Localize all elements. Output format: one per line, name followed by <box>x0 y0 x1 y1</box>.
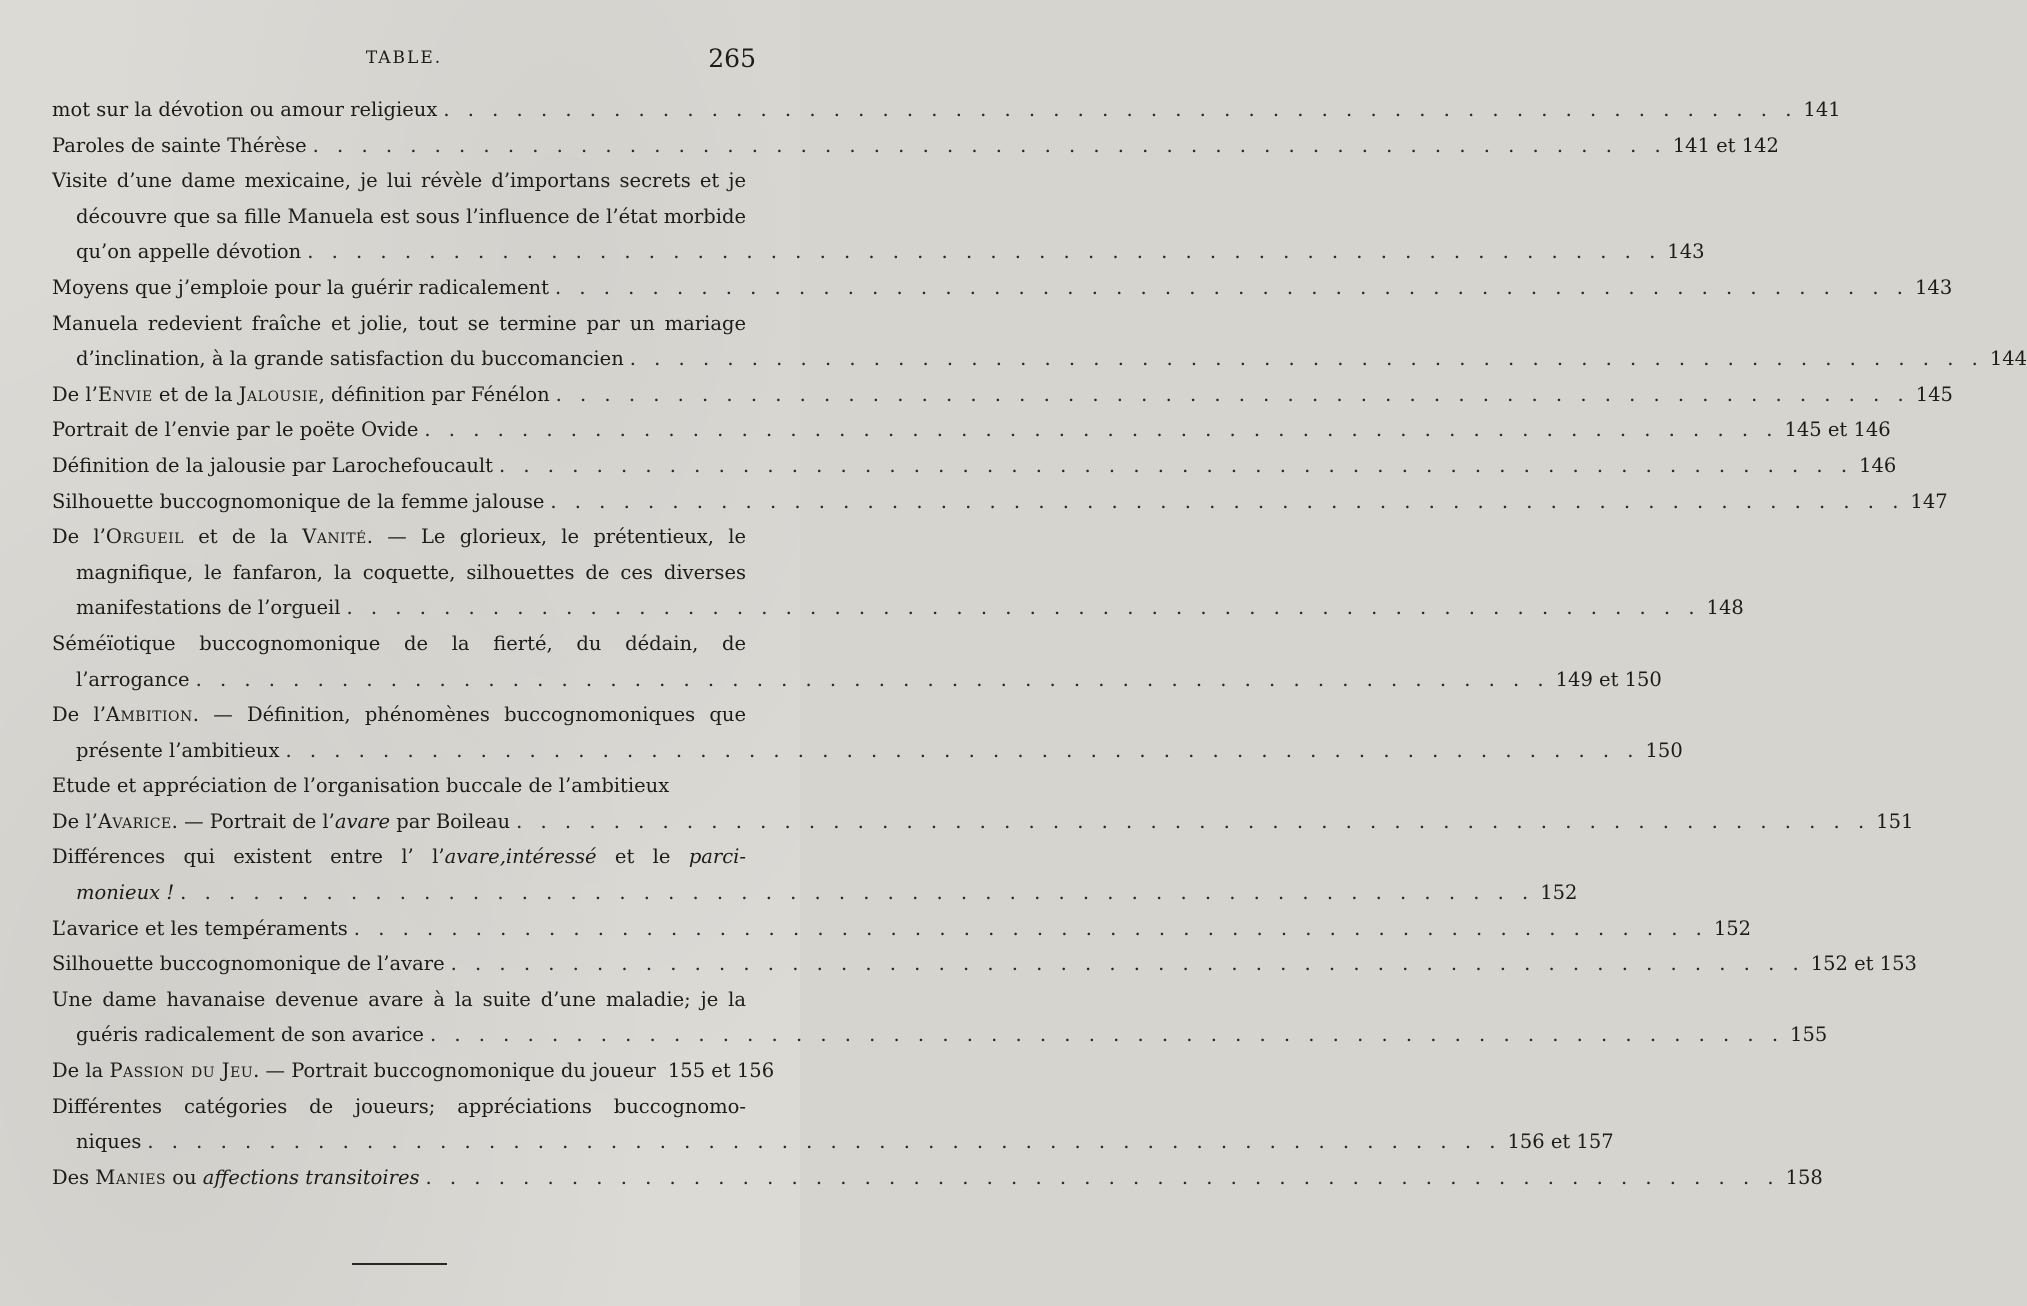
dot-leader <box>451 946 1805 982</box>
toc-line <box>52 448 1897 484</box>
toc-page-ref: 156 et 157 <box>1507 1130 1614 1154</box>
toc-text-run: Ambition <box>105 703 193 727</box>
toc-line <box>52 1160 1823 1196</box>
toc-text-run: Silhouette buccognomonique de la femme jalouse <box>52 489 545 513</box>
toc-text-run: Vanité <box>302 525 367 549</box>
toc-page-ref: 158 <box>1785 1165 1823 1189</box>
toc-text-run: Paroles de sainte Thérèse <box>52 133 307 157</box>
toc-page-ref: 155 <box>1790 1023 1828 1047</box>
toc-entry-text <box>76 662 190 698</box>
toc-page-ref: 143 <box>1667 240 1705 264</box>
dot-leader <box>516 804 1870 840</box>
toc-page-ref: 152 <box>1540 881 1578 905</box>
toc-line <box>52 234 1705 270</box>
toc-line <box>52 199 746 235</box>
toc-line <box>52 412 1891 448</box>
toc-line <box>52 697 746 733</box>
dot-leader <box>424 412 1778 448</box>
page-number: 265 <box>708 44 756 73</box>
toc-text-run: . — Portrait buccognomonique du joueur <box>253 1059 656 1083</box>
toc-line <box>52 911 1752 947</box>
toc-page-ref: 149 et 150 <box>1555 667 1662 691</box>
toc-line <box>52 982 746 1018</box>
toc-entry-text <box>52 1053 656 1089</box>
toc-text-run: avare, <box>444 845 506 869</box>
toc-text-run: magnifique, le fanfaron, la coquette, silhouettes de ces diverses <box>76 560 746 584</box>
toc-entry <box>52 519 1744 626</box>
toc-entry-text <box>52 946 445 982</box>
toc-entry-text <box>52 306 746 342</box>
toc-entry-text <box>52 839 746 875</box>
toc-page-ref: 143 <box>1915 275 1953 299</box>
dot-leader <box>550 484 1904 520</box>
toc-entry <box>52 1160 1823 1196</box>
toc-line <box>52 590 1744 626</box>
toc-text-run: Visite d’une dame mexicaine, je lui révèle d’importans secrets et je <box>52 169 746 193</box>
toc-entry-text <box>76 875 174 911</box>
toc-text-run: Etude et appréciation de l’organisation buccale de l’ambitieux <box>52 774 670 798</box>
toc-text-run: qu’on appelle dévotion <box>76 240 302 264</box>
toc-text-run: De la <box>52 1059 110 1083</box>
toc-line <box>52 662 1662 698</box>
toc-line <box>52 1124 1614 1160</box>
toc-page-ref: 151 <box>1876 809 1914 833</box>
toc-text-run: De l’ <box>52 809 98 833</box>
toc-text-run: , définition par Fénélon <box>318 382 550 406</box>
toc-line <box>52 1017 1828 1053</box>
toc-entry <box>52 306 2027 377</box>
toc-text-run: Envie <box>97 382 153 406</box>
dot-leader <box>630 341 1984 377</box>
toc-text-run: Définition de la jalousie par Larochefoucault <box>52 453 493 477</box>
toc-line <box>52 128 1779 164</box>
toc-text-run: et de la <box>183 525 303 549</box>
dot-leader <box>196 662 1550 698</box>
toc-page-ref: 148 <box>1706 596 1744 620</box>
toc-line <box>52 341 2027 377</box>
toc-entry-text <box>52 626 746 662</box>
toc-entry-text <box>52 697 746 733</box>
toc-entry-text <box>52 128 307 164</box>
toc-text-run: De l’ <box>52 382 98 406</box>
toc-entry-text <box>76 199 746 235</box>
toc-text-run: niques <box>76 1130 142 1154</box>
toc-entry-text <box>52 1160 420 1196</box>
toc-entry-text <box>52 804 510 840</box>
toc-entry <box>52 377 1953 413</box>
toc-line <box>52 768 746 804</box>
toc-entry-text <box>76 1017 424 1053</box>
toc-text-run: . — Le glorieux, le prétentieux, le <box>366 525 747 549</box>
dot-leader <box>147 1124 1501 1160</box>
toc-entry-text <box>52 163 746 199</box>
dot-leader <box>499 448 1853 484</box>
toc-line <box>52 626 746 662</box>
toc-entry-text <box>52 484 544 520</box>
toc-text-run: . — Définition, phénomènes buccognomoniques que <box>192 703 746 727</box>
toc-text-run: manifestations de l’orgueil <box>76 596 341 620</box>
toc-entry <box>52 163 1705 270</box>
toc-entry-text <box>76 733 279 769</box>
toc-entry <box>52 626 1662 697</box>
toc-line <box>52 92 1841 128</box>
toc-line <box>52 875 1578 911</box>
toc-page-ref: 152 <box>1713 916 1752 940</box>
toc-line <box>52 163 746 199</box>
table-of-contents <box>52 92 2027 1195</box>
toc-page-ref: 155 et 156 <box>667 1059 775 1083</box>
toc-text-run: . — Portrait de l’ <box>171 809 335 833</box>
toc-entry-text <box>52 911 348 947</box>
toc-page-ref: 145 <box>1915 382 1953 406</box>
toc-text-run: Manies <box>95 1165 167 1189</box>
running-title: TABLE. <box>365 48 443 68</box>
toc-entry-text <box>52 1089 746 1125</box>
toc-entry-text <box>52 92 437 128</box>
toc-text-run: Orgueil <box>105 525 184 549</box>
toc-text-run: monieux ! <box>76 881 175 905</box>
toc-entry-text <box>52 519 746 555</box>
toc-text-run: présente l’ambitieux <box>76 738 280 762</box>
dot-leader <box>285 733 1639 769</box>
toc-entry-text <box>52 768 669 804</box>
toc-text-run: avare <box>334 809 391 833</box>
toc-line <box>52 270 1953 306</box>
toc-entry <box>52 697 1683 768</box>
toc-entry <box>52 839 1578 910</box>
toc-entry-text <box>52 982 746 1018</box>
toc-entry-text <box>76 1124 141 1160</box>
page-header <box>52 44 756 84</box>
toc-text-run: l’ <box>413 845 445 869</box>
dot-leader <box>426 1160 1780 1196</box>
toc-text-run: L’avarice et les tempéraments <box>52 916 348 940</box>
toc-page-ref: 144 <box>1989 347 2027 371</box>
toc-text-run: Moyens que j’emploie pour la guérir radicalement <box>52 275 549 299</box>
toc-text-run: affections transitoires <box>202 1165 420 1189</box>
toc-entry <box>52 128 1779 164</box>
toc-entry <box>52 982 1828 1053</box>
toc-line <box>52 377 1953 413</box>
toc-line <box>52 946 1917 982</box>
toc-page-ref: 141 <box>1803 98 1841 121</box>
toc-entry-text <box>76 555 746 591</box>
dot-leader <box>313 128 1667 164</box>
toc-text-run: mot sur la dévotion ou amour religieux <box>52 98 438 121</box>
toc-entry <box>52 768 746 804</box>
dot-leader <box>347 590 1701 626</box>
dot-leader <box>180 875 1534 911</box>
toc-text-run: Passion du Jeu <box>109 1059 254 1083</box>
toc-text-run: Avarice <box>97 809 172 833</box>
toc-line <box>52 519 746 555</box>
toc-entry <box>52 92 1841 128</box>
toc-text-run: parci- <box>688 845 747 869</box>
dot-leader <box>430 1017 1784 1053</box>
toc-line <box>52 804 1914 840</box>
toc-page-ref: 145 et 146 <box>1784 418 1891 442</box>
toc-text-run: Différences qui existent entre l’ <box>52 845 414 869</box>
toc-text-run: d’inclination, à la grande satisfaction du buccomancien <box>76 347 624 371</box>
dot-leader <box>555 270 1909 306</box>
toc-text-run: De l’ <box>52 703 106 727</box>
toc-text-run: l’arrogance <box>76 667 190 691</box>
toc-entry-text <box>52 270 549 306</box>
toc-entry <box>52 412 1891 448</box>
toc-text-run: Portrait de l’envie par le poëte Ovide <box>52 418 419 442</box>
toc-line <box>52 306 746 342</box>
dot-leader <box>307 234 1661 270</box>
toc-entry-text <box>76 341 624 377</box>
toc-text-run: et le <box>596 845 689 869</box>
toc-line <box>52 1089 746 1125</box>
toc-text-run: Des <box>52 1165 96 1189</box>
toc-entry <box>52 911 1752 947</box>
toc-entry-text <box>52 448 493 484</box>
dot-leader <box>443 92 1797 128</box>
toc-text-run: et de la <box>152 382 239 406</box>
toc-entry-text <box>52 412 418 448</box>
toc-page-ref: 152 et 153 <box>1810 952 1917 976</box>
toc-page-ref: 150 <box>1645 738 1683 762</box>
toc-text-run: guéris radicalement de son avarice <box>76 1023 424 1047</box>
dot-leader <box>556 377 1910 413</box>
toc-entry <box>52 484 1948 520</box>
toc-page-ref: 141 et 142 <box>1672 133 1779 157</box>
toc-text-run: Jalousie <box>238 382 319 406</box>
toc-text-run: intéressé <box>505 845 597 869</box>
toc-line <box>52 839 746 875</box>
toc-text-run: découvre que sa fille Manuela est sous l’influence de l’état morbide <box>76 204 746 228</box>
toc-entry <box>52 270 1953 306</box>
toc-line <box>52 484 1948 520</box>
toc-entry <box>52 804 1914 840</box>
toc-text-run: Séméïotique buccognomonique de la fierté, du dédain, de <box>52 631 746 655</box>
toc-text-run: De l’ <box>52 525 106 549</box>
toc-page-ref: 147 <box>1910 489 1948 513</box>
toc-line <box>52 733 1683 769</box>
toc-entry-text <box>76 234 301 270</box>
toc-text-run: Manuela redevient fraîche et jolie, tout se termine par un mariage <box>52 311 746 335</box>
toc-entry <box>52 946 1917 982</box>
toc-entry <box>52 1089 1614 1160</box>
toc-text-run: Silhouette buccognomonique de l’avare <box>52 952 445 976</box>
dot-leader <box>354 911 1708 947</box>
toc-entry <box>52 1053 775 1089</box>
toc-page-ref: 146 <box>1859 453 1897 477</box>
toc-line <box>52 1053 775 1089</box>
toc-entry <box>52 448 1897 484</box>
toc-text-run: par Boileau <box>390 809 511 833</box>
end-rule <box>352 1263 447 1265</box>
toc-entry-text <box>76 590 341 626</box>
toc-text-run: Une dame havanaise devenue avare à la suite d’une maladie; je la <box>52 987 746 1011</box>
toc-text-run: ou <box>166 1165 203 1189</box>
toc-line <box>52 555 746 591</box>
toc-entry-text <box>52 377 550 413</box>
toc-text-run: Différentes catégories de joueurs; appréciations buccognomo- <box>52 1094 746 1118</box>
